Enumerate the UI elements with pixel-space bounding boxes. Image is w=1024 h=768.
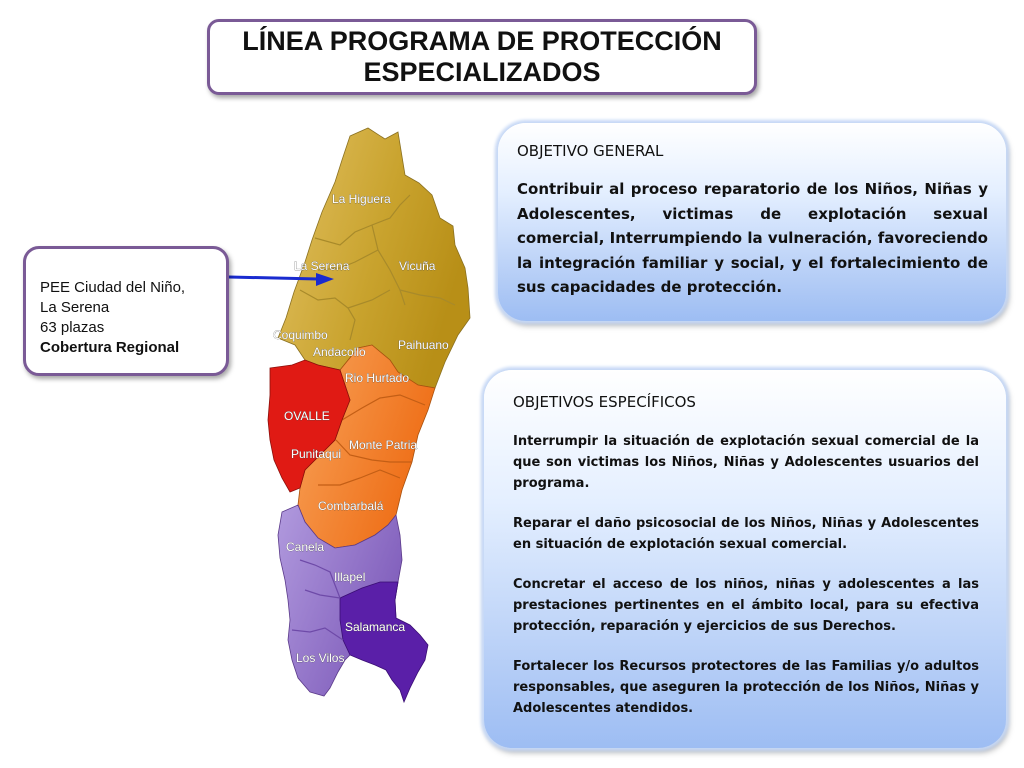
title-line-2: ESPECIALIZADOS <box>363 57 601 87</box>
objetivo-especifico-item: Fortalecer los Recursos protectores de las Familias y/o adultos responsables, que aseguren la protección de los Niños, Niñas y Adolescentes atendidos. <box>513 659 979 716</box>
pointer-arrow <box>229 273 334 286</box>
label-monte-patria: Monte Patria <box>349 438 418 452</box>
objetivo-especifico-item: Reparar el daño psicosocial de los Niños, Niñas y Adolescentes en situación de explotación sexual comercial. <box>513 516 979 552</box>
objetivo-especifico-item: Interrumpir la situación de explotación sexual comercial de la que son victimas los Niños, Niñas y Adolescentes usuarios del programa. <box>513 434 979 491</box>
objetivo-general-text: Contribuir al proceso reparatorio de los Niños, Niñas y Adolescentes, victimas de explotación sexual comercial, Interrumpiendo la vulneración, favoreciendo la integración familiar y social, y el fortalecimiento de sus capacidades de protección. <box>517 180 988 296</box>
objetivo-especifico-item: Concretar el acceso de los niños, niñas y adolescentes a las prestaciones pertinentes en el ámbito local, para su efectiva protección, reparación y ejercicios de sus Derechos. <box>513 577 979 634</box>
objetivos-especificos-card <box>484 370 1006 748</box>
label-andacollo: Andacollo <box>313 345 366 359</box>
label-vicuna: Vicuña <box>399 259 436 273</box>
label-coquimbo: Coquimbo <box>273 328 328 342</box>
label-rio-hurtado: Rio Hurtado <box>345 371 410 385</box>
label-paihuano: Paihuano <box>398 338 449 352</box>
pee-line-4: Cobertura Regional <box>40 339 180 356</box>
label-salamanca: Salamanca <box>345 620 406 634</box>
label-ovalle: OVALLE <box>284 409 330 423</box>
objetivo-general-card <box>498 123 1006 321</box>
comuna-salamanca <box>340 582 428 702</box>
label-illapel: Illapel <box>334 570 366 584</box>
pee-line-3: 63 plazas <box>40 319 105 336</box>
objetivos-especificos-heading: OBJETIVOS ESPECÍFICOS <box>513 393 696 411</box>
label-punitaqui: Punitaqui <box>291 447 342 461</box>
label-canela: Canela <box>286 540 325 554</box>
pee-line-1: PEE Ciudad del Niño, <box>40 279 186 296</box>
label-los-vilos: Los Vilos <box>296 651 345 665</box>
label-la-higuera: La Higuera <box>332 192 391 206</box>
pee-line-2: La Serena <box>40 299 110 316</box>
label-la-serena: La Serena <box>294 259 350 273</box>
label-combarbala: Combarbalá <box>318 499 384 513</box>
title-line-1: LÍNEA PROGRAMA DE PROTECCIÓN <box>242 26 722 56</box>
objetivo-general-heading: OBJETIVO GENERAL <box>517 142 664 160</box>
pee-info-box <box>23 246 229 376</box>
